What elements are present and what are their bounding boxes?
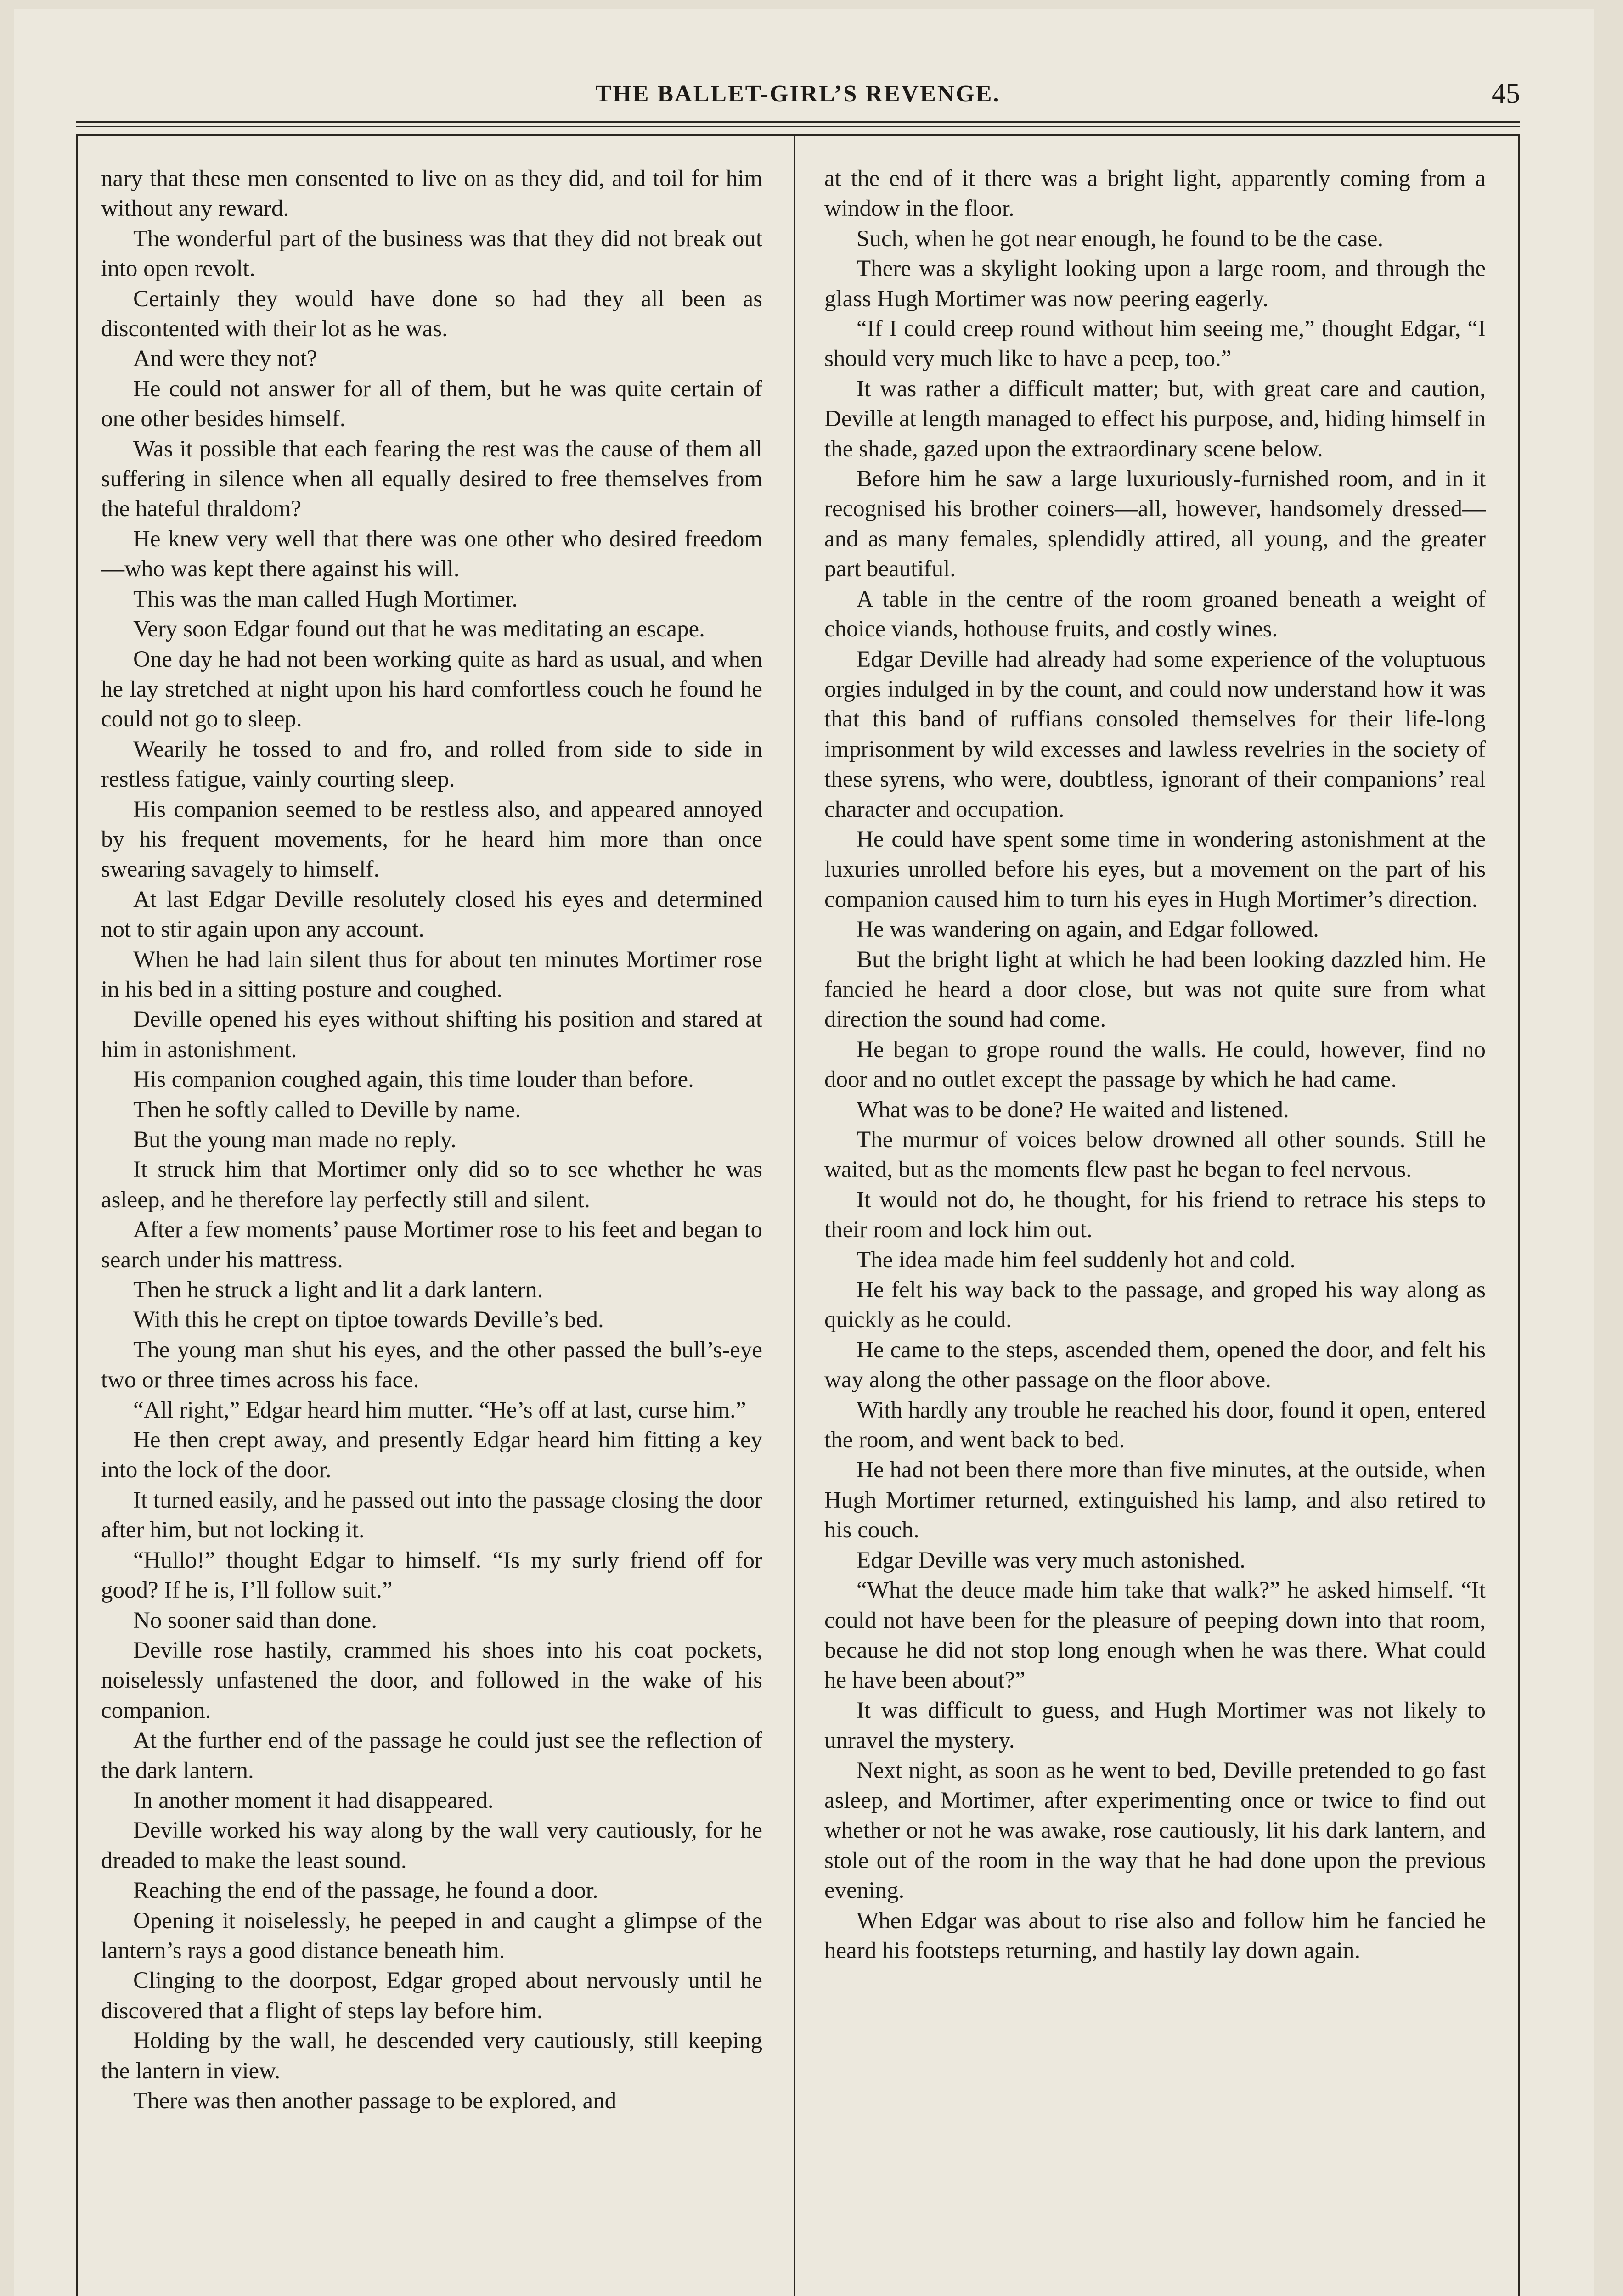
paragraph: Then he softly called to Deville by name. [133,1097,521,1123]
paragraph: The idea made him feel suddenly hot and cold. [857,1247,1296,1273]
text-frame [76,134,1520,2296]
paragraph: He had not been there more than five minutes, at the outside, when Hugh Mortimer returned, extinguished his lamp, and also retired to his couch. [824,1457,1486,1543]
paragraph: It would not do, he thought, for his friend to retrace his steps to their room and lock him out. [824,1187,1486,1243]
paragraph: Clinging to the doorpost, Edgar groped about nervously until he discovered that a flight of steps lay before him. [101,1968,762,2024]
paragraph: He came to the steps, ascended them, opened the door, and felt his way along the other passage on the floor above. [824,1337,1486,1393]
paragraph: nary that these men consented to live on as they did, and toil for him without any reward. [101,166,762,222]
paragraph: He felt his way back to the passage, and groped his way along as quickly as he could. [824,1277,1486,1333]
paragraph: His companion coughed again, this time louder than before. [133,1067,694,1093]
paragraph: Then he struck a light and lit a dark lantern. [133,1277,543,1303]
paragraph: Very soon Edgar found out that he was meditating an escape. [133,616,705,642]
paragraph: A table in the centre of the room groaned beneath a weight of choice viands, hothouse fruits, and costly wines. [824,586,1486,642]
paragraph: “Hullo!” thought Edgar to himself. “Is my surly friend off for good? If he is, I’ll follow suit.” [101,1547,762,1604]
column-divider [794,136,795,2296]
paragraph: But the young man made no reply. [133,1127,456,1153]
paragraph: He was wandering on again, and Edgar followed. [857,917,1319,943]
paragraph: Next night, as soon as he went to bed, Deville pretended to go fast asleep, and Mortimer, after experimenting once or twice to find out whether or not he was awake, rose cautiously, lit his dark lantern, and stole out of the room in the way that he had done upon the previous evening. [824,1757,1486,1904]
paragraph: The murmur of voices below drowned all other sounds. Still he waited, but as the moments flew past he began to feel nervous. [824,1127,1486,1183]
paragraph: Edgar Deville had already had some experience of the voluptuous orgies indulged in by the count, and could now understand how it was that this band of ruffians consoled themselves for their life-long imprisonment by wild excesses and lawless revelries in the society of these syrens, who were, doubtless, ignorant of their companions’ real character and occupation. [824,646,1486,822]
paragraph: There was then another passage to be explored, and [133,2088,617,2114]
paragraph: One day he had not been working quite as hard as usual, and when he lay stretched at night upon his hard comfortless couch he found he could not go to sleep. [101,646,762,732]
paragraph: But the bright light at which he had been looking dazzled him. He fancied he heard a door close, but was not quite sure from what direction the sound had come. [824,946,1486,1033]
paragraph: There was a skylight looking upon a large room, and through the glass Hugh Mortimer was now peering eagerly. [824,256,1486,312]
right-column [824,164,1486,1966]
paragraph: It struck him that Mortimer only did so to see whether he was asleep, and he therefore lay perfectly still and silent. [101,1157,762,1213]
paragraph: In another moment it had disappeared. [133,1787,494,1813]
paragraph: It was rather a difficult matter; but, with great care and caution, Deville at length managed to effect his purpose, and, hiding himself in the shade, gazed upon the extraordinary scene below. [824,376,1486,462]
paragraph: It was difficult to guess, and Hugh Mortimer was not likely to unravel the mystery. [824,1697,1486,1754]
paragraph: He began to grope round the walls. He could, however, find no door and no outlet except the passage by which he had came. [824,1036,1486,1093]
paragraph: “What the deuce made him take that walk?” he asked himself. “It could not have been for the pleasure of peeping down into that room, because he did not stop long enough when he was there. What could he have been about?” [824,1577,1486,1694]
paragraph: He knew very well that there was one other who desired freedom—who was kept there against his will. [101,526,762,582]
paragraph: Opening it noiselessly, he peeped in and caught a glimpse of the lantern’s rays a good distance beneath him. [101,1908,762,1964]
paragraph: Edgar Deville was very much astonished. [857,1547,1245,1573]
paragraph: “If I could creep round without him seeing me,” thought Edgar, “I should very much like to have a peep, too.” [824,316,1486,372]
paragraph: Wearily he tossed to and fro, and rolled from side to side in restless fatigue, vainly courting sleep. [101,736,762,793]
paragraph: When Edgar was about to rise also and follow him he fancied he heard his footsteps returning, and hastily lay down again. [824,1908,1486,1964]
paragraph: At the further end of the passage he could just see the reflection of the dark lantern. [101,1728,762,1784]
paragraph: at the end of it there was a bright light, apparently coming from a window in the floor. [824,166,1486,222]
paragraph: And were they not? [133,346,317,372]
paragraph: What was to be done? He waited and listened. [857,1097,1289,1123]
paragraph: Certainly they would have done so had they all been as discontented with their lot as he was. [101,286,762,342]
paragraph: With this he crept on tiptoe towards Deville’s bed. [133,1307,604,1333]
page-sheet [14,9,1594,2296]
running-title: THE BALLET-GIRL’S REVENGE. [595,81,1001,107]
header-rule [76,121,1520,123]
paragraph: Reaching the end of the passage, he found a door. [133,1878,598,1904]
paragraph: The wonderful part of the business was that they did not break out into open revolt. [101,225,762,282]
paragraph: Deville opened his eyes without shifting his position and stared at him in astonishment. [101,1007,762,1063]
paragraph: It turned easily, and he passed out into the passage closing the door after him, but not locking it. [101,1487,762,1543]
header-rule-thin [76,126,1520,127]
paragraph: At last Edgar Deville resolutely closed his eyes and determined not to stir again upon any account. [101,886,762,943]
paragraph: Such, when he got near enough, he found to be the case. [857,225,1384,252]
page-number: 45 [1492,78,1520,109]
paragraph: With hardly any trouble he reached his door, found it open, entered the room, and went back to bed. [824,1397,1486,1453]
paragraph: Holding by the wall, he descended very cautiously, still keeping the lantern in view. [101,2028,762,2084]
paragraph: Was it possible that each fearing the rest was the cause of them all suffering in silence when all equally desired to free themselves from the hateful thraldom? [101,436,762,522]
paragraph: The young man shut his eyes, and the other passed the bull’s-eye two or three times across his face. [101,1337,762,1393]
paragraph: After a few moments’ pause Mortimer rose to his feet and began to search under his mattress. [101,1217,762,1273]
paragraph: “All right,” Edgar heard him mutter. “He’s off at last, curse him.” [133,1397,746,1423]
paragraph: This was the man called Hugh Mortimer. [133,586,518,612]
page-header [76,80,1520,126]
paragraph: Deville worked his way along by the wall very cautiously, for he dreaded to make the least sound. [101,1818,762,1874]
paragraph: He could not answer for all of them, but he was quite certain of one other besides himself. [101,376,762,432]
paragraph: Before him he saw a large luxuriously-furnished room, and in it recognised his brother coiners—all, however, handsomely dressed—and as many females, splendidly attired, all young, and the greater part beautiful. [824,466,1486,582]
paragraph: Deville rose hastily, crammed his shoes into his coat pockets, noiselessly unfastened the door, and followed in the wake of his companion. [101,1637,762,1723]
paragraph: He could have spent some time in wondering astonishment at the luxuries unrolled before his eyes, but a movement on the part of his companion caused him to turn his eyes in Hugh Mortimer’s direction. [824,826,1486,912]
paragraph: His companion seemed to be restless also, and appeared annoyed by his frequent movements, for he heard him more than once swearing savagely to himself. [101,796,762,883]
left-column [101,164,762,2116]
paragraph: No sooner said than done. [133,1607,378,1633]
paragraph: When he had lain silent thus for about ten minutes Mortimer rose in his bed in a sitting posture and coughed. [101,946,762,1002]
paragraph: He then crept away, and presently Edgar heard him fitting a key into the lock of the door. [101,1427,762,1483]
